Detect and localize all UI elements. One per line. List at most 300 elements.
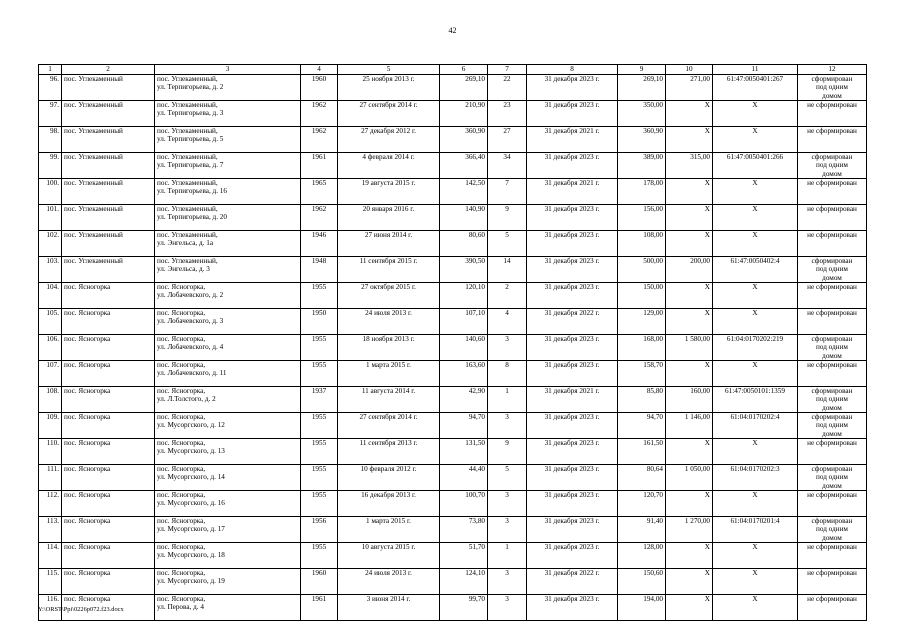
area-cell: 210,90 (440, 101, 488, 127)
address-line: пос. Ясногорка, (157, 335, 206, 343)
status-line: под одним (816, 343, 848, 352)
settlement-cell: пос. Ясногорка (62, 543, 155, 569)
settlement-cell: пос. Ясногорка (62, 413, 155, 439)
address-line: ул. Терпигорьева, д. 3 (157, 109, 224, 118)
area-cell: 124,10 (440, 569, 488, 595)
area-cell: 73,80 (440, 517, 488, 543)
table-row (39, 335, 867, 361)
planned-date-cell: 31 декабря 2023 г. (527, 361, 618, 387)
recognition-date-cell: 27 июня 2014 г. (338, 231, 440, 257)
planned-date-cell: 31 декабря 2023 г. (527, 465, 618, 491)
settlement-cell: пос. Ясногорка (62, 517, 155, 543)
row-number-cell: 108. (39, 387, 62, 413)
area-cell: 140,90 (440, 205, 488, 231)
address-line: пос. Ясногорка, (157, 413, 206, 421)
settlement-cell: пос. Углекаменный (62, 153, 155, 179)
land-area-cell: X (666, 439, 713, 465)
row-number-cell: 100. (39, 179, 62, 205)
land-area-cell: X (666, 543, 713, 569)
land-area-cell: X (666, 127, 713, 153)
settlement-cell: пос. Ясногорка (62, 387, 155, 413)
land-status-cell (798, 257, 867, 283)
row-number-cell: 112. (39, 491, 62, 517)
planned-date-cell: 31 декабря 2023 г. (527, 491, 618, 517)
status-line: домом (822, 169, 842, 178)
build-year-cell: 1961 (301, 153, 338, 179)
new-area-cell: 389,00 (618, 153, 666, 179)
recognition-date-cell: 24 июля 2013 г. (338, 309, 440, 335)
settlement-cell: пос. Ясногорка (62, 491, 155, 517)
address-cell (155, 205, 301, 231)
new-area-cell: 161,50 (618, 439, 666, 465)
residents-count-cell: 3 (488, 491, 527, 517)
address-line: пос. Ясногорка, (157, 543, 206, 551)
new-area-cell: 91,40 (618, 517, 666, 543)
land-area-cell: X (666, 101, 713, 127)
residents-count-cell: 14 (488, 257, 527, 283)
row-number-cell: 103. (39, 257, 62, 283)
cadastral-number-cell: 61:04:0170202:3 (713, 465, 798, 491)
cadastral-number-cell: 61:04:0170202:219 (713, 335, 798, 361)
status-line: не сформирован (807, 491, 857, 499)
row-number-cell: 106. (39, 335, 62, 361)
settlement-cell: пос. Углекаменный (62, 101, 155, 127)
settlement-cell: пос. Ясногорка (62, 465, 155, 491)
build-year-cell: 1962 (301, 205, 338, 231)
land-area-cell: X (666, 491, 713, 517)
address-cell (155, 517, 301, 543)
recognition-date-cell: 1 марта 2015 г. (338, 361, 440, 387)
address-cell (155, 309, 301, 335)
build-year-cell: 1948 (301, 257, 338, 283)
status-line: домом (822, 403, 842, 412)
area-cell: 120,10 (440, 283, 488, 309)
address-line: ул. Л.Толстого, д. 2 (157, 395, 216, 404)
land-status-cell (798, 569, 867, 595)
column-number: 12 (798, 65, 867, 75)
cadastral-number-cell: X (713, 231, 798, 257)
address-cell (155, 283, 301, 309)
address-line: пос. Углекаменный, (157, 231, 218, 239)
area-cell: 80,60 (440, 231, 488, 257)
build-year-cell: 1962 (301, 101, 338, 127)
area-cell: 269,10 (440, 75, 488, 101)
address-line: ул. Лобачевского, д. 2 (157, 291, 224, 300)
build-year-cell: 1962 (301, 127, 338, 153)
address-line: пос. Ясногорка, (157, 439, 206, 447)
area-cell: 51,70 (440, 543, 488, 569)
address-cell (155, 491, 301, 517)
land-area-cell: 1 146,00 (666, 413, 713, 439)
cadastral-number-cell: 61:47:0050401:267 (713, 75, 798, 101)
land-status-cell (798, 153, 867, 179)
residents-count-cell: 8 (488, 361, 527, 387)
address-line: пос. Ясногорка, (157, 387, 206, 395)
residents-count-cell: 3 (488, 517, 527, 543)
build-year-cell: 1955 (301, 283, 338, 309)
status-line: под одним (816, 395, 848, 404)
land-status-cell (798, 543, 867, 569)
column-number: 8 (527, 65, 618, 75)
address-line: ул. Мусоргского, д. 13 (157, 447, 225, 456)
recognition-date-cell: 11 августа 2014 г. (338, 387, 440, 413)
table-row (39, 413, 867, 439)
land-status-cell (798, 179, 867, 205)
status-line: домом (822, 481, 842, 490)
residents-count-cell: 3 (488, 595, 527, 621)
address-cell (155, 75, 301, 101)
residents-count-cell: 1 (488, 543, 527, 569)
settlement-cell: пос. Углекаменный (62, 231, 155, 257)
recognition-date-cell: 10 августа 2015 г. (338, 543, 440, 569)
residents-count-cell: 9 (488, 439, 527, 465)
row-number-cell: 110. (39, 439, 62, 465)
build-year-cell: 1955 (301, 439, 338, 465)
recognition-date-cell: 27 сентября 2014 г. (338, 101, 440, 127)
build-year-cell: 1950 (301, 309, 338, 335)
status-line: не сформирован (807, 231, 857, 239)
address-cell (155, 439, 301, 465)
land-area-cell: X (666, 595, 713, 621)
address-cell (155, 179, 301, 205)
address-line: ул. Лобачевского, д. 4 (157, 343, 224, 352)
status-line: сформирован (811, 153, 853, 161)
table-row (39, 101, 867, 127)
status-line: под одним (816, 83, 848, 92)
residents-count-cell: 5 (488, 465, 527, 491)
address-cell (155, 465, 301, 491)
new-area-cell: 156,00 (618, 205, 666, 231)
table-row (39, 543, 867, 569)
status-line: не сформирован (807, 179, 857, 187)
residents-count-cell: 5 (488, 231, 527, 257)
recognition-date-cell: 19 августа 2015 г. (338, 179, 440, 205)
area-cell: 94,70 (440, 413, 488, 439)
cadastral-number-cell: X (713, 361, 798, 387)
recognition-date-cell: 16 декабря 2013 г. (338, 491, 440, 517)
residents-count-cell: 9 (488, 205, 527, 231)
address-line: пос. Ясногорка, (157, 569, 206, 577)
cadastral-number-cell: X (713, 595, 798, 621)
address-line: пос. Ясногорка, (157, 465, 206, 473)
table-row (39, 283, 867, 309)
new-area-cell: 108,00 (618, 231, 666, 257)
row-number-cell: 104. (39, 283, 62, 309)
address-cell (155, 361, 301, 387)
address-line: пос. Углекаменный, (157, 179, 218, 187)
column-number: 9 (618, 65, 666, 75)
build-year-cell: 1955 (301, 543, 338, 569)
new-area-cell: 150,00 (618, 283, 666, 309)
address-line: пос. Углекаменный, (157, 205, 218, 213)
residents-count-cell: 1 (488, 387, 527, 413)
address-line: ул. Перова, д. 4 (157, 603, 204, 612)
build-year-cell: 1955 (301, 465, 338, 491)
land-area-cell: X (666, 205, 713, 231)
build-year-cell: 1955 (301, 361, 338, 387)
address-line: ул. Мусоргского, д. 12 (157, 421, 225, 430)
area-cell: 99,70 (440, 595, 488, 621)
cadastral-number-cell: X (713, 205, 798, 231)
settlement-cell: пос. Ясногорка (62, 595, 155, 621)
planned-date-cell: 31 декабря 2023 г. (527, 257, 618, 283)
area-cell: 107,10 (440, 309, 488, 335)
table-row (39, 439, 867, 465)
residents-count-cell: 23 (488, 101, 527, 127)
land-status-cell (798, 413, 867, 439)
address-cell (155, 101, 301, 127)
column-number: 3 (155, 65, 301, 75)
address-line: ул. Энгельса, д. 1а (157, 239, 214, 248)
address-line: ул. Терпигорьева, д. 20 (157, 213, 227, 222)
build-year-cell: 1937 (301, 387, 338, 413)
column-number: 1 (39, 65, 62, 75)
address-line: ул. Мусоргского, д. 19 (157, 577, 225, 586)
land-area-cell: X (666, 283, 713, 309)
new-area-cell: 94,70 (618, 413, 666, 439)
table-row (39, 491, 867, 517)
new-area-cell: 194,00 (618, 595, 666, 621)
build-year-cell: 1965 (301, 179, 338, 205)
cadastral-number-cell: X (713, 543, 798, 569)
area-cell: 44,40 (440, 465, 488, 491)
row-number-cell: 97. (39, 101, 62, 127)
new-area-cell: 350,00 (618, 101, 666, 127)
planned-date-cell: 31 декабря 2023 г. (527, 283, 618, 309)
land-status-cell (798, 231, 867, 257)
recognition-date-cell: 3 июня 2014 г. (338, 595, 440, 621)
address-line: ул. Терпигорьева, д. 16 (157, 187, 227, 196)
area-cell: 131,50 (440, 439, 488, 465)
settlement-cell: пос. Углекаменный (62, 127, 155, 153)
address-line: пос. Ясногорка, (157, 595, 206, 603)
row-number-cell: 102. (39, 231, 62, 257)
address-line: ул. Терпигорьева, д. 2 (157, 83, 224, 92)
land-status-cell (798, 309, 867, 335)
residents-count-cell: 4 (488, 309, 527, 335)
status-line: не сформирован (807, 439, 857, 447)
land-status-cell (798, 517, 867, 543)
build-year-cell: 1955 (301, 413, 338, 439)
build-year-cell: 1960 (301, 569, 338, 595)
planned-date-cell: 31 декабря 2023 г. (527, 231, 618, 257)
table-row (39, 387, 867, 413)
address-line: ул. Мусоргского, д. 16 (157, 499, 225, 508)
cadastral-number-cell: X (713, 179, 798, 205)
row-number-cell: 98. (39, 127, 62, 153)
address-line: ул. Мусоргского, д. 18 (157, 551, 225, 560)
cadastral-number-cell: X (713, 101, 798, 127)
table-row (39, 517, 867, 543)
planned-date-cell: 31 декабря 2022 г. (527, 569, 618, 595)
address-line: ул. Мусоргского, д. 17 (157, 525, 225, 534)
status-line: домом (822, 91, 842, 100)
status-line: сформирован (811, 413, 853, 421)
planned-date-cell: 31 декабря 2022 г. (527, 309, 618, 335)
address-cell (155, 543, 301, 569)
status-line: не сформирован (807, 283, 857, 291)
cadastral-number-cell: X (713, 309, 798, 335)
land-status-cell (798, 595, 867, 621)
planned-date-cell: 31 декабря 2021 г. (527, 387, 618, 413)
address-line: ул. Терпигорьева, д. 7 (157, 161, 224, 170)
status-line: не сформирован (807, 569, 857, 577)
status-line: не сформирован (807, 127, 857, 135)
status-line: сформирован (811, 465, 853, 473)
status-line: сформирован (811, 335, 853, 343)
build-year-cell: 1960 (301, 75, 338, 101)
address-line: ул. Лобачевского, д. 3 (157, 317, 224, 326)
table-row (39, 309, 867, 335)
table-row (39, 127, 867, 153)
table-row (39, 153, 867, 179)
status-line: под одним (816, 525, 848, 534)
land-area-cell: 315,00 (666, 153, 713, 179)
build-year-cell: 1955 (301, 491, 338, 517)
column-number: 11 (713, 65, 798, 75)
recognition-date-cell: 18 ноября 2013 г. (338, 335, 440, 361)
area-cell: 163,60 (440, 361, 488, 387)
table-row (39, 231, 867, 257)
row-number-cell: 96. (39, 75, 62, 101)
address-line: ул. Мусоргского, д. 14 (157, 473, 225, 482)
recognition-date-cell: 1 марта 2015 г. (338, 517, 440, 543)
cadastral-number-cell: X (713, 127, 798, 153)
cadastral-number-cell: X (713, 491, 798, 517)
planned-date-cell: 31 декабря 2021 г. (527, 127, 618, 153)
planned-date-cell: 31 декабря 2023 г. (527, 205, 618, 231)
row-number-cell: 111. (39, 465, 62, 491)
land-status-cell (798, 361, 867, 387)
status-line: не сформирован (807, 309, 857, 317)
status-line: сформирован (811, 517, 853, 525)
land-status-cell (798, 335, 867, 361)
row-number-cell: 101. (39, 205, 62, 231)
status-line: под одним (816, 473, 848, 482)
new-area-cell: 85,80 (618, 387, 666, 413)
land-area-cell: 271,00 (666, 75, 713, 101)
address-cell (155, 127, 301, 153)
new-area-cell: 158,70 (618, 361, 666, 387)
recognition-date-cell: 11 сентября 2013 г. (338, 439, 440, 465)
settlement-cell: пос. Углекаменный (62, 257, 155, 283)
housing-register-table (38, 64, 867, 621)
planned-date-cell: 31 декабря 2023 г. (527, 517, 618, 543)
residents-count-cell: 22 (488, 75, 527, 101)
land-area-cell: X (666, 309, 713, 335)
address-line: пос. Ясногорка, (157, 491, 206, 499)
address-cell (155, 231, 301, 257)
column-number: 5 (338, 65, 440, 75)
recognition-date-cell: 24 июля 2013 г. (338, 569, 440, 595)
address-cell (155, 569, 301, 595)
status-line: не сформирован (807, 101, 857, 109)
table-row (39, 75, 867, 101)
build-year-cell: 1961 (301, 595, 338, 621)
land-status-cell (798, 75, 867, 101)
land-status-cell (798, 101, 867, 127)
area-cell: 100,70 (440, 491, 488, 517)
address-cell (155, 595, 301, 621)
land-status-cell (798, 127, 867, 153)
area-cell: 140,60 (440, 335, 488, 361)
address-cell (155, 153, 301, 179)
planned-date-cell: 31 декабря 2023 г. (527, 101, 618, 127)
settlement-cell: пос. Углекаменный (62, 75, 155, 101)
planned-date-cell: 31 декабря 2021 г. (527, 179, 618, 205)
status-line: не сформирован (807, 595, 857, 603)
address-line: пос. Ясногорка, (157, 361, 206, 369)
land-area-cell: 1 050,00 (666, 465, 713, 491)
table-row (39, 179, 867, 205)
status-line: не сформирован (807, 361, 857, 369)
address-line: пос. Углекаменный, (157, 127, 218, 135)
status-line: сформирован (811, 257, 853, 265)
file-path-footer: Y:\ORST\Ppi\0226p072.f23.docx (38, 606, 124, 613)
new-area-cell: 128,00 (618, 543, 666, 569)
column-number: 10 (666, 65, 713, 75)
land-area-cell: 160,00 (666, 387, 713, 413)
settlement-cell: пос. Ясногорка (62, 569, 155, 595)
settlement-cell: пос. Ясногорка (62, 361, 155, 387)
column-number-row (39, 65, 867, 75)
row-number-cell: 107. (39, 361, 62, 387)
land-area-cell: 200,00 (666, 257, 713, 283)
new-area-cell: 168,00 (618, 335, 666, 361)
new-area-cell: 269,10 (618, 75, 666, 101)
address-line: пос. Углекаменный, (157, 101, 218, 109)
settlement-cell: пос. Ясногорка (62, 335, 155, 361)
planned-date-cell: 31 декабря 2023 г. (527, 543, 618, 569)
settlement-cell: пос. Ясногорка (62, 309, 155, 335)
recognition-date-cell: 11 сентября 2015 г. (338, 257, 440, 283)
recognition-date-cell: 20 января 2016 г. (338, 205, 440, 231)
row-number-cell: 116. (39, 595, 62, 621)
status-line: домом (822, 429, 842, 438)
row-number-cell: 115. (39, 569, 62, 595)
settlement-cell: пос. Ясногорка (62, 439, 155, 465)
cadastral-number-cell: 61:04:0170202:4 (713, 413, 798, 439)
residents-count-cell: 2 (488, 283, 527, 309)
new-area-cell: 150,60 (618, 569, 666, 595)
status-line: сформирован (811, 387, 853, 395)
row-number-cell: 114. (39, 543, 62, 569)
address-line: пос. Углекаменный, (157, 153, 218, 161)
status-line: под одним (816, 265, 848, 274)
cadastral-number-cell: X (713, 283, 798, 309)
address-cell (155, 335, 301, 361)
status-line: домом (822, 273, 842, 282)
area-cell: 142,50 (440, 179, 488, 205)
land-status-cell (798, 205, 867, 231)
table-row (39, 257, 867, 283)
recognition-date-cell: 27 октября 2015 г. (338, 283, 440, 309)
build-year-cell: 1956 (301, 517, 338, 543)
new-area-cell: 178,00 (618, 179, 666, 205)
cadastral-number-cell: 61:04:0170201:4 (713, 517, 798, 543)
cadastral-number-cell: 61:47:0050101:1359 (713, 387, 798, 413)
planned-date-cell: 31 декабря 2023 г. (527, 153, 618, 179)
status-line: домом (822, 533, 842, 542)
land-area-cell: 1 580,00 (666, 335, 713, 361)
residents-count-cell: 34 (488, 153, 527, 179)
page-number: 42 (448, 26, 457, 35)
land-area-cell: X (666, 179, 713, 205)
settlement-cell: пос. Углекаменный (62, 179, 155, 205)
table-row (39, 465, 867, 491)
land-status-cell (798, 465, 867, 491)
row-number-cell: 99. (39, 153, 62, 179)
